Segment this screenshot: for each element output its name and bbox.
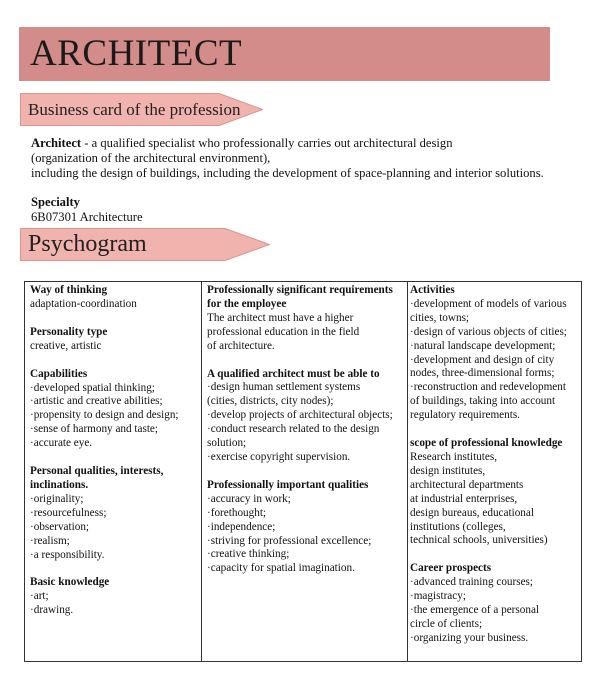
scope-line: institutions (colleges, (410, 520, 506, 533)
list-item: · advanced training courses; (410, 576, 577, 590)
requirements-line: of architecture. (207, 339, 275, 352)
personality-type-value: creative, artistic (30, 339, 102, 352)
career-prospects-block (410, 562, 577, 645)
list-item: · propensity to design and design; (30, 409, 197, 423)
specialty-block (31, 195, 143, 225)
list-item-continuation: nodes, three-dimensional forms; (410, 367, 555, 380)
list-item: · artistic and creative abilities; (30, 395, 197, 409)
list-item: · independence; (207, 521, 403, 535)
list-item-continuation: of buildings, taking into account (410, 395, 556, 408)
way-of-thinking-value: adaptation-coordination (30, 297, 137, 310)
page-title: ARCHITECT (30, 33, 243, 74)
list-item: · accuracy in work; (207, 493, 403, 507)
list-item: · accurate eye. (30, 437, 197, 451)
basic-knowledge-heading: Basic knowledge (30, 576, 110, 589)
requirements-line: The architect must have a higher (207, 311, 354, 324)
basic-knowledge-block (30, 576, 197, 618)
psychogram-label: Psychogram (28, 231, 147, 257)
list-item: · developed spatial thinking; (30, 382, 197, 396)
requirements-block (207, 284, 403, 354)
psychogram-banner (20, 228, 270, 261)
specialty-heading: Specialty (31, 195, 80, 209)
personality-type-heading: Personality type (30, 325, 108, 338)
requirements-line: professional education in the field (207, 325, 360, 338)
list-item: · observation; (30, 521, 197, 535)
scope-line: architectural departments (410, 478, 524, 491)
list-item: · design human settlement systems (207, 381, 403, 395)
table-column-3 (408, 282, 581, 661)
scope-line: technical schools, universities) (410, 534, 548, 547)
list-item-continuation: (cities, districts, city nodes); (207, 395, 334, 408)
scope-line: design institutes, (410, 464, 486, 477)
list-item: · natural landscape development; (410, 340, 577, 354)
able-to-heading: A qualified architect must be able to (207, 367, 380, 380)
list-item: · conduct research related to the design (207, 423, 403, 437)
list-item: · develop projects of architectural objects; (207, 409, 403, 423)
personal-qualities-heading: Personal qualities, interests, (30, 465, 164, 478)
way-of-thinking-heading: Way of thinking (30, 284, 108, 296)
scope-knowledge-heading: scope of professional knowledge (410, 437, 563, 450)
list-item: · creative thinking; (207, 548, 403, 562)
requirements-heading-2: for the employee (207, 297, 287, 310)
list-item-continuation: circle of clients; (410, 617, 483, 630)
intro-line-3: including the design of buildings, including the development of space-planning and interior solutions. (31, 166, 544, 180)
list-item: · exercise copyright supervision. (207, 451, 403, 465)
personal-qualities-heading-2: inclinations. (30, 478, 89, 491)
list-item: · forethought; (207, 507, 403, 521)
profession-intro (31, 136, 586, 181)
list-item: · art; (30, 590, 197, 604)
list-item: · organizing your business. (410, 632, 577, 646)
requirements-heading: Professionally significant requirements (207, 284, 393, 296)
specialty-value: 6B07301 Architecture (31, 210, 143, 224)
title-band (19, 27, 550, 81)
career-prospects-heading: Career prospects (410, 562, 492, 575)
personality-type-block (30, 326, 197, 354)
capabilities-block (30, 368, 197, 451)
intro-term: Architect (31, 136, 82, 150)
table-column-2 (202, 282, 408, 661)
list-item: · drawing. (30, 604, 197, 618)
way-of-thinking-block (30, 284, 197, 312)
list-item: · the emergence of a personal (410, 604, 577, 618)
personal-qualities-block (30, 465, 197, 562)
list-item: · design of various objects of cities; (410, 326, 577, 340)
important-qualities-heading: Professionally important qualities (207, 478, 369, 491)
business-card-label: Business card of the profession (28, 99, 241, 119)
list-item-continuation: solution; (207, 437, 247, 450)
capabilities-heading: Capabilities (30, 367, 88, 380)
list-item: · capacity for spatial imagination. (207, 562, 403, 576)
psychogram-table (24, 281, 582, 662)
able-to-block (207, 368, 403, 465)
intro-line-2: (organization of the architectural environment), (31, 151, 271, 165)
scope-line: at industrial enterprises, (410, 492, 518, 505)
list-item: · resourcefulness; (30, 507, 197, 521)
list-item: · striving for professional excellence; (207, 535, 403, 549)
list-item: · reconstruction and redevelopment (410, 381, 577, 395)
list-item: · sense of harmony and taste; (30, 423, 197, 437)
list-item: · development of models of various (410, 298, 577, 312)
scope-knowledge-block (410, 437, 577, 548)
scope-line: Research institutes, (410, 450, 497, 463)
activities-block (410, 284, 577, 423)
important-qualities-block (207, 479, 403, 576)
scope-line: design bureaus, educational (410, 506, 534, 519)
intro-definition: - a qualified specialist who professionally carries out architectural design (81, 136, 453, 150)
list-item: · originality; (30, 493, 197, 507)
list-item: · magistracy; (410, 590, 577, 604)
business-card-banner (20, 93, 263, 126)
list-item-continuation: regulatory requirements. (410, 409, 520, 422)
list-item-continuation: cities, towns; (410, 311, 470, 324)
list-item: · development and design of city (410, 354, 577, 368)
list-item: · a responsibility. (30, 549, 197, 563)
table-column-1 (25, 282, 202, 661)
list-item: · realism; (30, 535, 197, 549)
activities-heading: Activities (410, 284, 455, 296)
